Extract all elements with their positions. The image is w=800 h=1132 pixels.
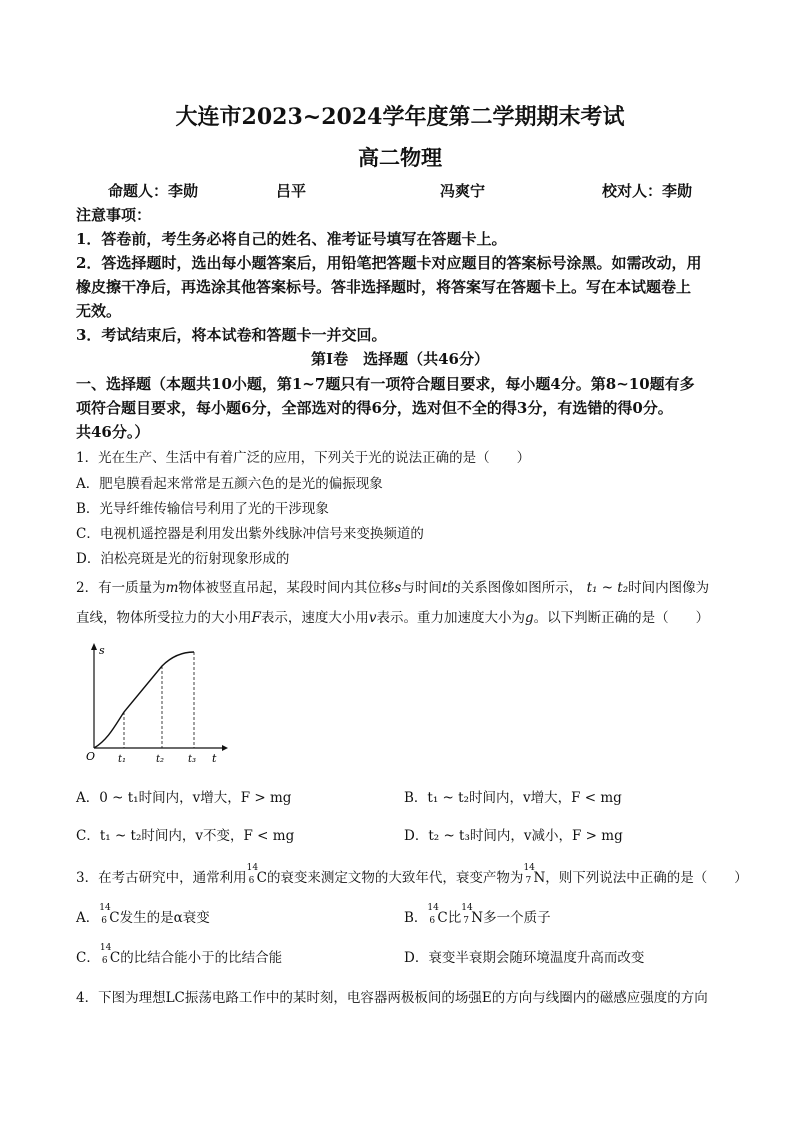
q1-option-d: D．泊松亮斑是光的衍射现象形成的 — [76, 551, 290, 567]
checker: 校对人：李勋 — [602, 182, 693, 200]
q2-option-c: C．t₁ ~ t₂时间内，v不变，F < mg — [76, 828, 295, 844]
notes-heading: 注意事项： — [76, 206, 152, 224]
q3-option-c: C． 14 6 C的比结合能小于的比结合能 — [76, 943, 283, 966]
note-3: 3．考试结束后，将本试卷和答题卡一并交回。 — [76, 326, 387, 344]
section-instruction-3: 共46分。） — [76, 423, 150, 441]
q4-stem: 4．下图为理想LC振荡电路工作中的某时刻，电容器两极板间的场强E的方向与线圈内的磁感应强度的方向 — [76, 990, 708, 1006]
setter-2: 吕平 — [276, 182, 307, 200]
t1-label: t₁ — [118, 754, 127, 765]
q1-option-c: C．电视机遥控器是利用发出紫外线脉冲信号来变换频道的 — [76, 526, 424, 542]
s-axis-label: s — [99, 644, 105, 657]
section-instruction-2: 项符合题目要求，每小题6分，全部选对的得6分，选对但不全的得3分，有选错的得0分。 — [76, 399, 673, 417]
setter-1: 命题人：李勋 — [108, 182, 199, 200]
q2-stem-line-2: 直线，物体所受拉力的大小用F表示，速度大小用v表示。重力加速度大小为g。以下判断正确的是（ ） — [76, 610, 710, 626]
q3-stem: 3．在考古研究中，通常利用 14 6 C的衰变来测定文物的大致年代，衰变产物为 14 7 N，则下列说法中正确的是（ ） — [76, 863, 748, 886]
q1-option-a: A．肥皂膜看起来常常是五颜六色的是光的偏振现象 — [76, 476, 383, 492]
q2-option-d: D．t₂ ~ t₃时间内，v减小，F > mg — [404, 828, 623, 844]
section-instruction-1: 一、选择题（本题共10小题，第1~7题只有一项符合题目要求，每小题4分。第8~10题有多 — [76, 375, 695, 393]
setter-3: 冯爽宁 — [440, 182, 486, 200]
q1-stem: 1．光在生产、生活中有着广泛的应用，下列关于光的说法正确的是（ ） — [76, 450, 531, 466]
exam-title: 大连市2023~2024学年度第二学期期末考试 — [175, 104, 625, 130]
q2-option-a: A．0 ~ t₁时间内，v增大，F > mg — [76, 790, 292, 806]
t3-label: t₃ — [188, 754, 197, 765]
subject-title: 高二物理 — [358, 145, 442, 170]
q3-option-a: A． 14 6 C发生的是α衰变 — [76, 903, 210, 926]
q2-option-b: B．t₁ ~ t₂时间内，v增大，F < mg — [404, 790, 622, 806]
t2-label: t₂ — [156, 754, 165, 765]
note-1: 1．答卷前，考生务必将自己的姓名、准考证号填写在答题卡上。 — [76, 230, 507, 248]
t-axis-label: t — [212, 752, 217, 765]
q1-option-b: B．光导纤维传输信号利用了光的干涉现象 — [76, 501, 329, 517]
note-2-line-2: 橡皮擦干净后，再选涂其他答案标号。答非选择题时，将答案写在答题卡上。写在本试题卷上 — [76, 278, 692, 296]
origin-label: O — [86, 750, 96, 763]
q3-option-d: D．衰变半衰期会随环境温度升高而改变 — [404, 950, 645, 966]
q2-stem-line-1: 2．有一质量为m物体被竖直吊起，某段时间内其位移s与时间t的关系图像如图所示， t₁ ~ t₂时间内图像为 — [76, 580, 710, 596]
section-heading: 第Ⅰ卷 选择题（共46分） — [311, 350, 489, 368]
note-2-line-1: 2．答选择题时，选出每小题答案后，用铅笔把答题卡对应题目的答案标号涂黑。如需改动，用 — [76, 254, 702, 272]
s-t-graph — [80, 640, 230, 770]
note-2-line-3: 无效。 — [76, 302, 122, 320]
q3-option-b: B． 14 6 C比 14 7 N多一个质子 — [404, 903, 551, 926]
